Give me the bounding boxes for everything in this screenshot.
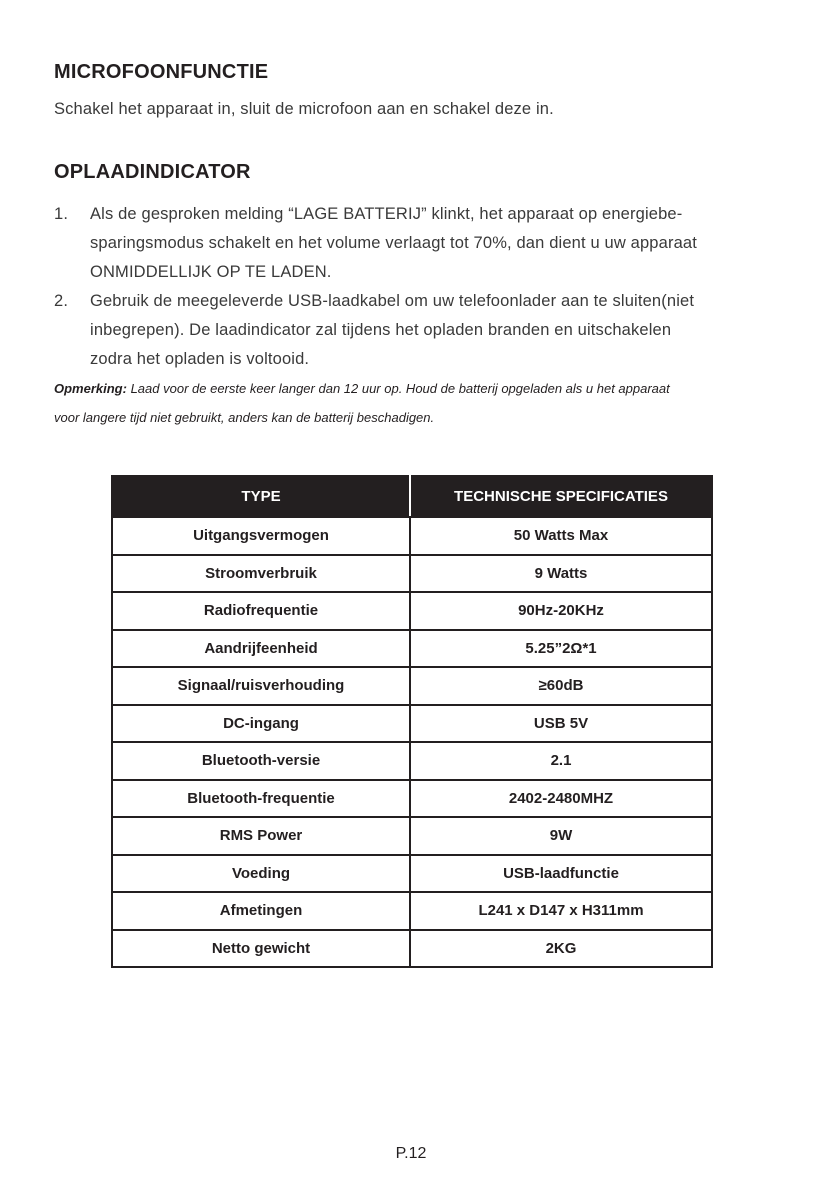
spec-type: Radiofrequentie bbox=[112, 592, 410, 630]
note-text-line1: Laad voor de eerste keer langer dan 12 uur op. Houd de batterij opgeladen als u het apparaat bbox=[126, 381, 670, 396]
spec-type: Aandrijfeenheid bbox=[112, 630, 410, 668]
spec-type: Stroomverbruik bbox=[112, 555, 410, 593]
list-item-number: 1. bbox=[54, 205, 69, 223]
spec-value: 9 Watts bbox=[410, 555, 712, 593]
table-row bbox=[112, 667, 712, 705]
spec-type: DC-ingang bbox=[112, 705, 410, 743]
note-label: Opmerking: bbox=[54, 381, 127, 396]
table-row bbox=[112, 817, 712, 855]
charging-heading: OPLAADINDICATOR bbox=[54, 161, 251, 183]
list-item-number: 2. bbox=[54, 292, 69, 310]
spec-value: USB-laadfunctie bbox=[410, 855, 712, 893]
charging-instructions-list bbox=[54, 200, 774, 374]
spec-value: 2KG bbox=[410, 930, 712, 968]
table-row bbox=[112, 705, 712, 743]
table-row bbox=[112, 555, 712, 593]
spec-type: Uitgangsvermogen bbox=[112, 517, 410, 555]
table-row bbox=[112, 780, 712, 818]
spec-value: 90Hz-20KHz bbox=[410, 592, 712, 630]
list-item-line: inbegrepen). De laadindicator zal tijdens het opladen branden en uitschakelen bbox=[90, 321, 672, 339]
microphone-text: Schakel het apparaat in, sluit de microfoon aan en schakel deze in. bbox=[54, 100, 554, 118]
specifications-table bbox=[111, 475, 713, 968]
list-item-line: Gebruik de meegeleverde USB-laadkabel om uw telefoonlader aan te sluiten(niet bbox=[90, 292, 695, 310]
table-row bbox=[112, 742, 712, 780]
list-item-line: Als de gesproken melding “LAGE BATTERIJ” klinkt, het apparaat op energiebe- bbox=[90, 205, 683, 223]
spec-value: 9W bbox=[410, 817, 712, 855]
spec-value: 2.1 bbox=[410, 742, 712, 780]
spec-type: Voeding bbox=[112, 855, 410, 893]
table-header-row bbox=[112, 476, 712, 517]
spec-type: Netto gewicht bbox=[112, 930, 410, 968]
charging-note bbox=[54, 374, 774, 432]
page-number: P.12 bbox=[395, 1145, 427, 1162]
list-item bbox=[54, 287, 774, 374]
list-item-line: sparingsmodus schakelt en het volume verlaagt tot 70%, dan dient u uw apparaat bbox=[90, 234, 697, 252]
list-item-line: zodra het opladen is voltooid. bbox=[90, 350, 310, 368]
table-row bbox=[112, 517, 712, 555]
spec-type: Bluetooth-versie bbox=[112, 742, 410, 780]
spec-type: Signaal/ruisverhouding bbox=[112, 667, 410, 705]
table-row bbox=[112, 592, 712, 630]
list-item bbox=[54, 200, 774, 287]
note-text-line2: voor langere tijd niet gebruikt, anders kan de batterij beschadigen. bbox=[54, 410, 435, 425]
spec-type: RMS Power bbox=[112, 817, 410, 855]
table-row bbox=[112, 930, 712, 968]
table-row bbox=[112, 892, 712, 930]
spec-value: L241 x D147 x H311mm bbox=[410, 892, 712, 930]
spec-type: Afmetingen bbox=[112, 892, 410, 930]
spec-value: USB 5V bbox=[410, 705, 712, 743]
spec-value: ≥60dB bbox=[410, 667, 712, 705]
list-item-line: ONMIDDELLIJK OP TE LADEN. bbox=[90, 263, 332, 281]
spec-value: 2402-2480MHZ bbox=[410, 780, 712, 818]
header-type: TYPE bbox=[112, 476, 410, 517]
spec-value: 50 Watts Max bbox=[410, 517, 712, 555]
header-specs: TECHNISCHE SPECIFICATIES bbox=[410, 476, 712, 517]
spec-value: 5.25”2Ω*1 bbox=[410, 630, 712, 668]
table-row bbox=[112, 855, 712, 893]
spec-type: Bluetooth-frequentie bbox=[112, 780, 410, 818]
table-row bbox=[112, 630, 712, 668]
microphone-heading: MICROFOONFUNCTIE bbox=[54, 61, 269, 83]
